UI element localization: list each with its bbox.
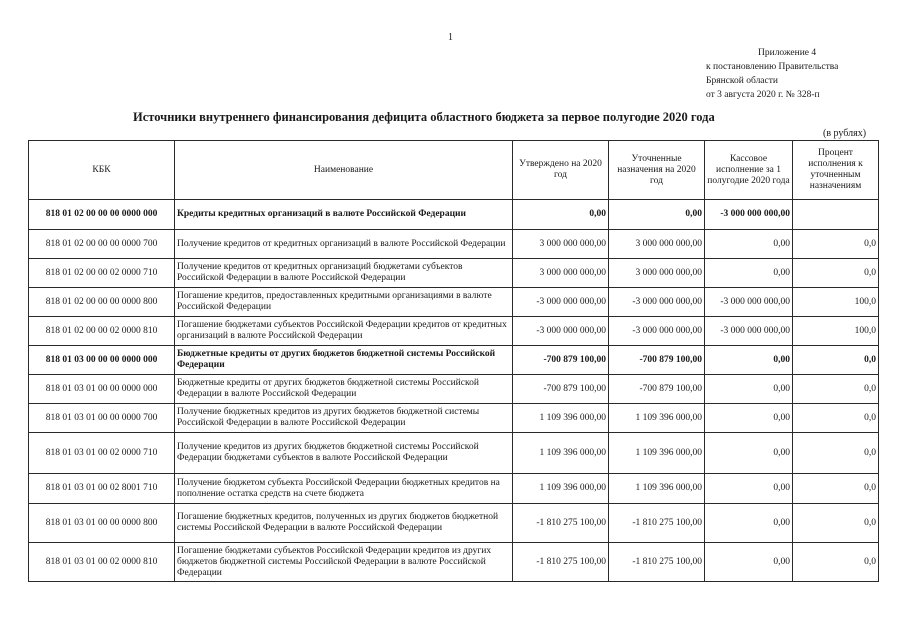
cell-cash: 0,00	[705, 404, 793, 433]
units-note: (в рублях)	[823, 128, 867, 139]
table-header-row	[29, 141, 879, 200]
cell-approved: -1 810 275 100,00	[513, 504, 609, 543]
cell-cash: 0,00	[705, 504, 793, 543]
cell-percent: 0,0	[793, 375, 879, 404]
cell-refined: -700 879 100,00	[609, 375, 705, 404]
cell-kbk: 818 01 02 00 00 02 0000 710	[29, 259, 175, 288]
table-row	[29, 259, 879, 288]
cell-cash: 0,00	[705, 259, 793, 288]
cell-cash: -3 000 000 000,00	[705, 317, 793, 346]
cell-approved: 1 109 396 000,00	[513, 433, 609, 474]
cell-approved: -700 879 100,00	[513, 346, 609, 375]
page-number: 1	[448, 32, 453, 43]
cell-name: Погашение бюджетами субъектов Российской Федерации кредитов из других бюджетов бюджетной системы Российской Федерации в валюте Российской Федерации	[175, 543, 513, 582]
cell-refined: -700 879 100,00	[609, 346, 705, 375]
cell-name: Кредиты кредитных организаций в валюте Российской Федерации	[175, 200, 513, 230]
cell-name: Получение кредитов от кредитных организаций бюджетами субъектов Российской Федерации в валюте Российской Федерации	[175, 259, 513, 288]
appendix-line-2: к постановлению Правительства	[706, 62, 839, 72]
appendix-note	[706, 46, 838, 102]
cell-refined: 3 000 000 000,00	[609, 230, 705, 259]
cell-percent: 0,0	[793, 474, 879, 504]
cell-percent: 0,0	[793, 543, 879, 582]
financing-table	[28, 140, 879, 582]
cell-approved: 3 000 000 000,00	[513, 259, 609, 288]
cell-kbk: 818 01 02 00 00 00 0000 000	[29, 200, 175, 230]
cell-approved: 1 109 396 000,00	[513, 404, 609, 433]
appendix-line-3: Брянской области	[706, 76, 778, 86]
cell-approved: -3 000 000 000,00	[513, 288, 609, 317]
cell-percent: 0,0	[793, 504, 879, 543]
cell-approved: -3 000 000 000,00	[513, 317, 609, 346]
cell-kbk: 818 01 03 00 00 00 0000 000	[29, 346, 175, 375]
cell-name: Получение кредитов из других бюджетов бюджетной системы Российской Федерации бюджетами субъектов в валюте Российской Федерации	[175, 433, 513, 474]
cell-refined: 1 109 396 000,00	[609, 433, 705, 474]
cell-cash: 0,00	[705, 230, 793, 259]
header-name: Наименование	[175, 141, 513, 200]
cell-cash: 0,00	[705, 346, 793, 375]
appendix-line-4: от 3 августа 2020 г. № 328-п	[706, 90, 820, 100]
cell-percent: 0,0	[793, 230, 879, 259]
cell-cash: 0,00	[705, 543, 793, 582]
cell-kbk: 818 01 02 00 00 00 0000 700	[29, 230, 175, 259]
cell-name: Погашение бюджетных кредитов, полученных из других бюджетов бюджетной системы Российской Федерации в валюте Российской Федерации	[175, 504, 513, 543]
table-row	[29, 433, 879, 474]
table-row	[29, 346, 879, 375]
table-row	[29, 288, 879, 317]
cell-name: Получение бюджетных кредитов из других бюджетов бюджетной системы Российской Федерации в валюте Российской Федерации	[175, 404, 513, 433]
cell-kbk: 818 01 03 01 00 00 0000 000	[29, 375, 175, 404]
cell-kbk: 818 01 03 01 00 00 0000 800	[29, 504, 175, 543]
cell-percent: 100,0	[793, 288, 879, 317]
cell-cash: -3 000 000 000,00	[705, 200, 793, 230]
header-approved: Утверждено на 2020 год	[513, 141, 609, 200]
cell-approved: 0,00	[513, 200, 609, 230]
cell-cash: 0,00	[705, 474, 793, 504]
cell-approved: -700 879 100,00	[513, 375, 609, 404]
table-row	[29, 200, 879, 230]
cell-name: Получение кредитов от кредитных организаций в валюте Российской Федерации	[175, 230, 513, 259]
header-kbk: КБК	[29, 141, 175, 200]
cell-percent: 0,0	[793, 404, 879, 433]
cell-kbk: 818 01 03 01 00 02 0000 710	[29, 433, 175, 474]
cell-kbk: 818 01 02 00 00 00 0000 800	[29, 288, 175, 317]
cell-cash: 0,00	[705, 433, 793, 474]
cell-refined: -3 000 000 000,00	[609, 288, 705, 317]
cell-refined: -1 810 275 100,00	[609, 543, 705, 582]
cell-percent: 0,0	[793, 433, 879, 474]
cell-name: Получение бюджетом субъекта Российской Федерации бюджетных кредитов на пополнение остатка средств на счете бюджета	[175, 474, 513, 504]
cell-approved: -1 810 275 100,00	[513, 543, 609, 582]
header-percent: Процент исполнения к уточненным назначениям	[793, 141, 879, 200]
header-refined: Уточненные назначения на 2020 год	[609, 141, 705, 200]
cell-refined: 1 109 396 000,00	[609, 404, 705, 433]
appendix-line-1: Приложение 4	[758, 48, 817, 58]
table-row	[29, 474, 879, 504]
cell-refined: 0,00	[609, 200, 705, 230]
cell-name: Бюджетные кредиты от других бюджетов бюджетной системы Российской Федерации в валюте Российской Федерации	[175, 375, 513, 404]
cell-approved: 1 109 396 000,00	[513, 474, 609, 504]
table-row	[29, 404, 879, 433]
header-cash: Кассовое исполнение за 1 полугодие 2020 года	[705, 141, 793, 200]
cell-kbk: 818 01 03 01 00 00 0000 700	[29, 404, 175, 433]
cell-refined: 3 000 000 000,00	[609, 259, 705, 288]
cell-cash: 0,00	[705, 375, 793, 404]
cell-refined: -3 000 000 000,00	[609, 317, 705, 346]
table-row	[29, 504, 879, 543]
cell-cash: -3 000 000 000,00	[705, 288, 793, 317]
document-title: Источники внутреннего финансирования дефицита областного бюджета за первое полугодие 2020 года	[133, 110, 715, 124]
cell-name: Погашение бюджетами субъектов Российской Федерации кредитов от кредитных организаций в валюте Российской Федерации	[175, 317, 513, 346]
cell-name: Погашение кредитов, предоставленных кредитными организациями в валюте Российской Федерации	[175, 288, 513, 317]
cell-percent: 0,0	[793, 346, 879, 375]
cell-kbk: 818 01 03 01 00 02 8001 710	[29, 474, 175, 504]
table-row	[29, 375, 879, 404]
cell-refined: -1 810 275 100,00	[609, 504, 705, 543]
table-row	[29, 543, 879, 582]
cell-kbk: 818 01 02 00 00 02 0000 810	[29, 317, 175, 346]
cell-percent: 0,0	[793, 259, 879, 288]
cell-percent	[793, 200, 879, 230]
cell-approved: 3 000 000 000,00	[513, 230, 609, 259]
cell-percent: 100,0	[793, 317, 879, 346]
table-row	[29, 230, 879, 259]
cell-refined: 1 109 396 000,00	[609, 474, 705, 504]
cell-name: Бюджетные кредиты от других бюджетов бюджетной системы Российской Федерации	[175, 346, 513, 375]
table-row	[29, 317, 879, 346]
cell-kbk: 818 01 03 01 00 02 0000 810	[29, 543, 175, 582]
